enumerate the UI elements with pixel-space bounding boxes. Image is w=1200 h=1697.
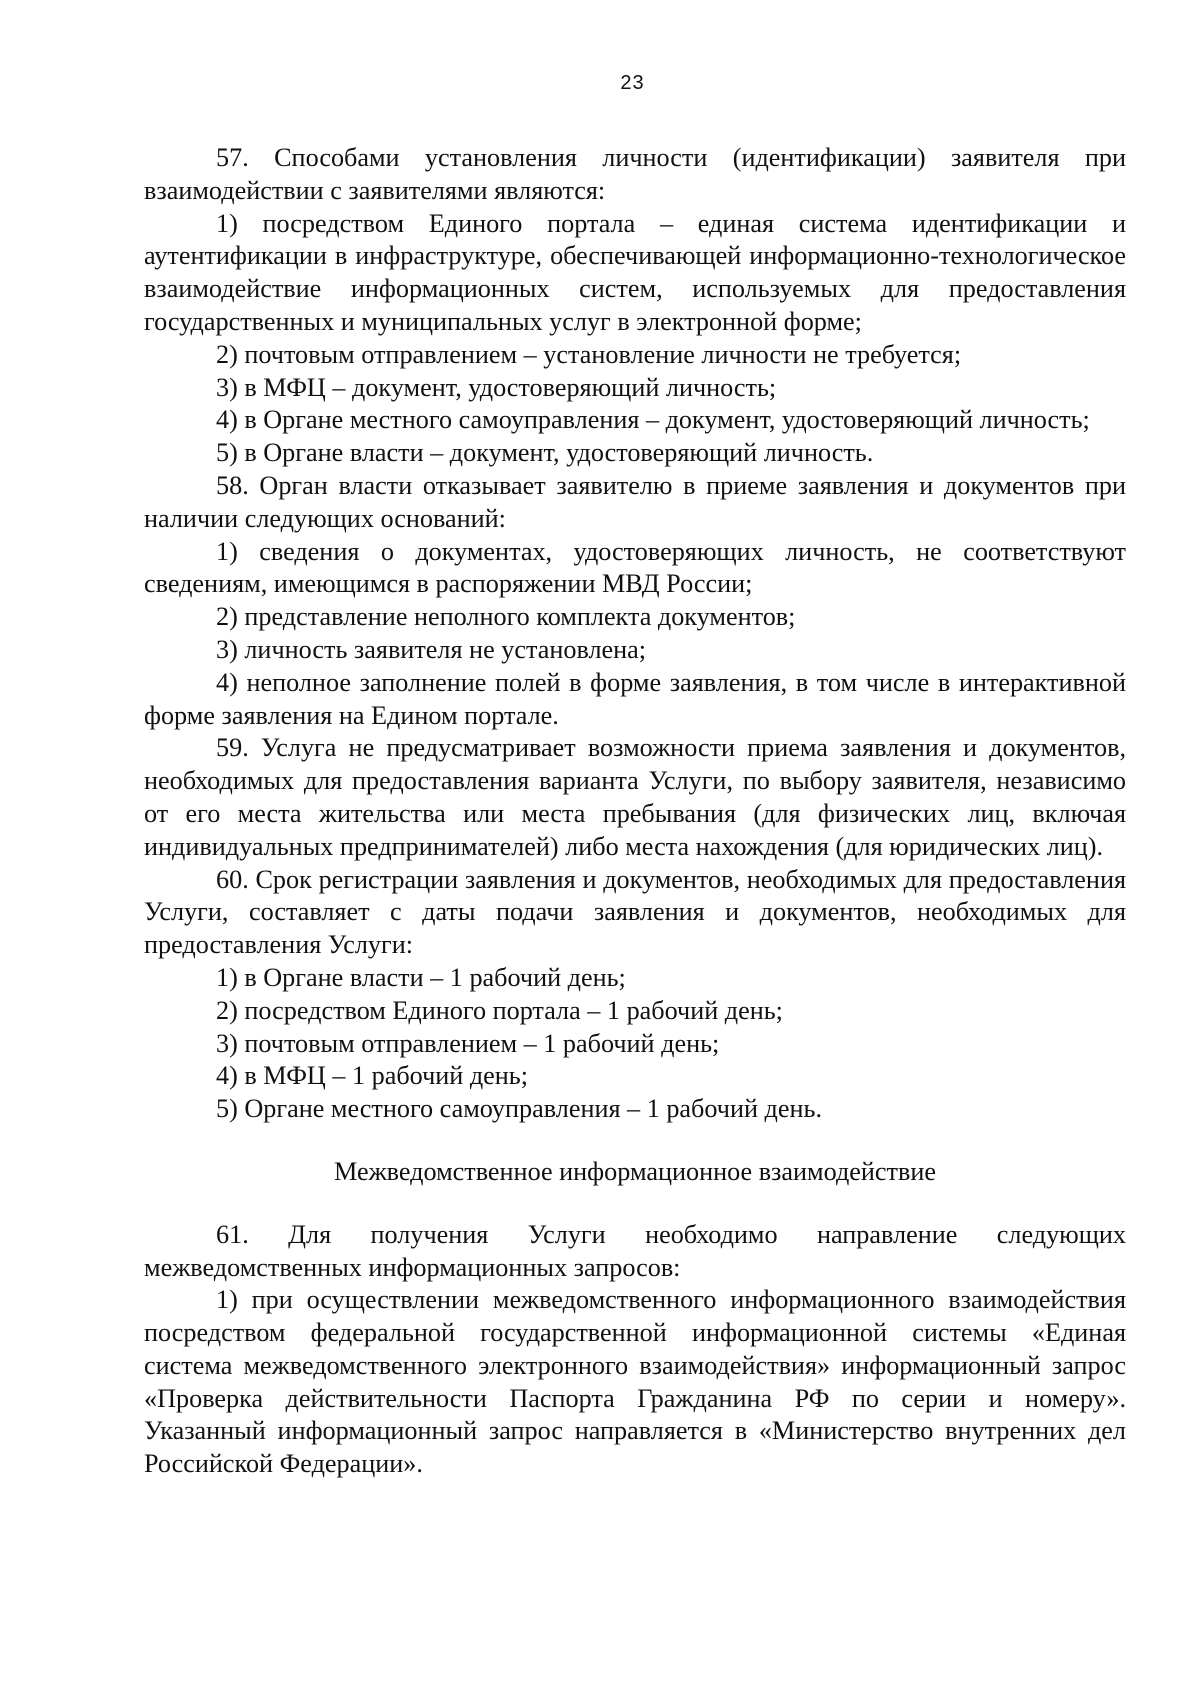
document-body — [144, 142, 1126, 1481]
paragraph: 1) при осуществлении межведомственного информационного взаимодействия посредством федеральной государственной информационной системы «Единая система межведомственного электронного взаимодействия» информационный запрос «Проверка действительности Паспорта Гражданина РФ по серии и номеру». Указанный информационный запрос направляется в «Министерство внутренних дел Российской Федерации». — [144, 1285, 1126, 1479]
paragraph: 3) личность заявителя не установлена; — [216, 634, 647, 664]
paragraph: 61. Для получения Услуги необходимо направление следующих межведомственных информационных запросов: — [144, 1219, 1126, 1282]
paragraph: 1) сведения о документах, удостоверяющих личность, не соответствуют сведениям, имеющимся в распоряжении МВД России; — [144, 536, 1126, 599]
paragraphs-before — [144, 142, 1126, 1126]
paragraph: 59. Услуга не предусматривает возможности приема заявления и документов, необходимых для предоставления варианта Услуги, по выбору заявителя, независимо от его места жительства или места пребывания (для физических лиц, включая индивидуальных предпринимателей) либо места нахождения (для юридических лиц). — [144, 733, 1126, 861]
paragraph: 58. Орган власти отказывает заявителю в приеме заявления и документов при наличии следующих оснований: — [144, 470, 1126, 533]
paragraph: 4) неполное заполнение полей в форме заявления, в том числе в интерактивной форме заявления на Едином портале. — [144, 667, 1126, 730]
paragraph: 57. Способами установления личности (идентификации) заявителя при взаимодействии с заявителями являются: — [144, 143, 1126, 205]
paragraph: 5) Органе местного самоуправления – 1 рабочий день. — [216, 1094, 822, 1124]
page-number: 23 — [620, 72, 645, 94]
paragraph: 2) почтовым отправлением – установление личности не требуется; — [216, 339, 962, 369]
paragraph: 4) в МФЦ – 1 рабочий день; — [216, 1061, 529, 1091]
paragraph: 1) в Органе власти – 1 рабочий день; — [216, 962, 626, 992]
paragraph: 5) в Органе власти – документ, удостоверяющий личность. — [216, 438, 874, 468]
paragraph: 4) в Органе местного самоуправления – документ, удостоверяющий личность; — [216, 405, 1090, 435]
paragraph: 2) представление неполного комплекта документов; — [216, 602, 796, 632]
section-heading: Межведомственное информационное взаимодействие — [334, 1156, 936, 1186]
paragraphs-after — [144, 1219, 1126, 1481]
paragraph: 3) почтовым отправлением – 1 рабочий день; — [216, 1028, 720, 1058]
paragraph: 2) посредством Единого портала – 1 рабочий день; — [216, 995, 783, 1025]
paragraph: 1) посредством Единого портала – единая система идентификации и аутентификации в инфраструктуре, обеспечивающей информационно-технологическое взаимодействие информационных систем, используемых для предоставления государственных и муниципальных услуг в электронной форме; — [144, 208, 1126, 336]
paragraph: 3) в МФЦ – документ, удостоверяющий личность; — [216, 372, 777, 402]
paragraph: 60. Срок регистрации заявления и документов, необходимых для предоставления Услуги, составляет с даты подачи заявления и документов, необходимых для предоставления Услуги: — [144, 864, 1126, 960]
